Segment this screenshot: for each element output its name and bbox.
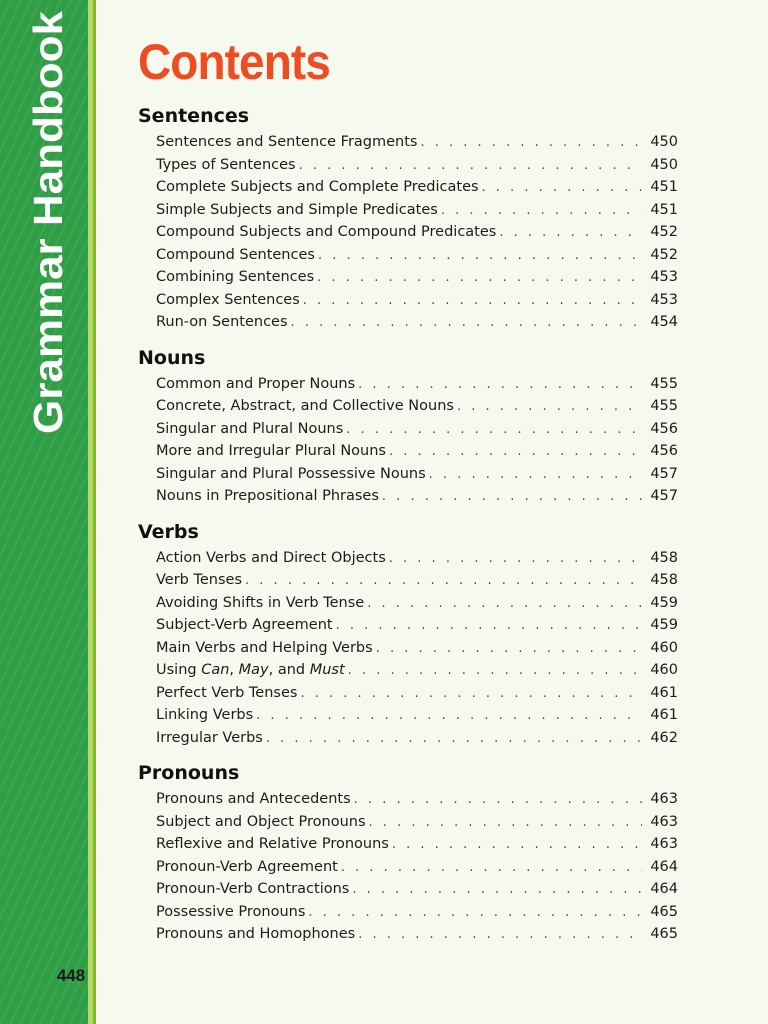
toc-entry-page: 461 <box>650 684 678 701</box>
dot-leader <box>358 374 642 397</box>
entry-list <box>138 547 678 750</box>
toc-entry <box>138 485 678 508</box>
toc-entry <box>138 592 678 615</box>
toc-entry-page: 455 <box>650 375 678 392</box>
toc-entry-page: 453 <box>650 291 678 308</box>
toc-entry <box>138 682 678 705</box>
toc-entry <box>138 289 678 312</box>
toc-entry-page: 455 <box>650 398 678 414</box>
toc-entry-page: 456 <box>650 443 678 459</box>
toc-entry <box>138 569 678 592</box>
entry-list <box>138 373 678 508</box>
dot-leader <box>303 290 642 313</box>
toc-entry-title: Compound Sentences <box>156 246 315 263</box>
dot-leader <box>266 728 642 751</box>
dot-leader <box>382 486 642 509</box>
section-heading: Sentences <box>138 105 250 127</box>
dot-leader <box>389 441 642 464</box>
dot-leader <box>308 902 642 925</box>
toc-entry-page: 450 <box>650 134 678 150</box>
toc-entry <box>138 878 678 901</box>
toc-entry-page: 456 <box>650 420 678 437</box>
toc-entry-title: Possessive Pronouns <box>156 903 306 920</box>
toc-entry <box>138 659 678 682</box>
toc-entry-page: 452 <box>650 246 678 263</box>
toc-entry-page: 457 <box>650 465 678 482</box>
toc-entry <box>138 727 678 750</box>
side-strip-edge <box>93 0 96 1024</box>
dot-leader <box>499 222 642 245</box>
toc-entry-page: 450 <box>650 156 678 173</box>
toc-entry-title: Verb Tenses <box>156 572 243 588</box>
toc-entry-title: Irregular Verbs <box>156 729 263 746</box>
toc-entry <box>138 131 678 154</box>
toc-entry-title: Singular and Plural Nouns <box>156 420 344 437</box>
toc-entry-page: 452 <box>650 224 678 240</box>
toc-entry <box>138 154 678 177</box>
toc-entry-page: 451 <box>650 201 678 218</box>
section-pronouns <box>138 758 678 946</box>
dot-leader <box>457 396 642 419</box>
entry-list <box>138 788 678 946</box>
toc-entry-page: 454 <box>650 314 678 330</box>
toc-entry-page: 458 <box>650 572 678 588</box>
dot-leader <box>336 615 642 638</box>
toc-entry <box>138 266 678 289</box>
toc-entry-page: 464 <box>650 881 678 897</box>
dot-leader <box>367 593 642 616</box>
toc-entry-page: 460 <box>650 662 678 678</box>
section-nouns <box>138 343 678 508</box>
page-number: 448 <box>56 966 86 985</box>
toc-entry <box>138 440 678 463</box>
toc-entry-title: Singular and Plural Possessive Nouns <box>156 465 426 482</box>
toc-entry-title: Complete Subjects and Complete Predicates <box>156 179 479 195</box>
toc-entry <box>138 901 678 924</box>
toc-entry-title: Concrete, Abstract, and Collective Nouns <box>156 398 454 414</box>
section-heading: Pronouns <box>138 762 240 784</box>
toc-entry-title: Types of Sentences <box>156 156 296 173</box>
toc-entry-title: Nouns in Prepositional Phrases <box>156 488 379 504</box>
dot-leader <box>482 177 642 200</box>
toc-entry-title: Perfect Verb Tenses <box>156 684 298 701</box>
dot-leader <box>299 155 642 178</box>
toc-entry-title: Action Verbs and Direct Objects <box>156 549 386 566</box>
toc-entry-title: Subject and Object Pronouns <box>156 813 366 830</box>
dot-leader <box>420 132 642 155</box>
toc-entry <box>138 547 678 570</box>
section-heading: Nouns <box>138 346 206 369</box>
toc-entry <box>138 704 678 727</box>
dot-leader <box>300 683 642 706</box>
dot-leader <box>392 834 642 857</box>
dot-leader <box>256 705 642 728</box>
toc-entry-title: Common and Proper Nouns <box>156 375 356 392</box>
page-title: Contents <box>138 34 330 90</box>
toc-entry-page: 459 <box>650 617 678 633</box>
toc-entry-title: Reflexive and Relative Pronouns <box>156 836 389 852</box>
toc-entry <box>138 788 678 811</box>
toc-entry <box>138 176 678 199</box>
dot-leader <box>441 200 642 223</box>
toc-entry <box>138 221 678 244</box>
dot-leader <box>341 857 642 880</box>
toc-entry-page: 451 <box>650 179 678 195</box>
toc-entry-title: Pronouns and Homophones <box>156 926 356 942</box>
toc-entry-title: More and Irregular Plural Nouns <box>156 443 386 459</box>
toc-entry-title: Main Verbs and Helping Verbs <box>156 639 373 656</box>
dot-leader <box>354 789 642 812</box>
handbook-side-title: Grammar Handbook <box>25 11 72 434</box>
dot-leader <box>369 812 642 835</box>
toc-entry-page: 457 <box>650 488 678 504</box>
toc-entry <box>138 637 678 660</box>
toc-entry-page: 453 <box>650 269 678 285</box>
toc-entry <box>138 199 678 222</box>
toc-entry-title: Run-on Sentences <box>156 314 288 330</box>
section-verbs <box>138 517 678 750</box>
toc-entry-page: 463 <box>650 836 678 852</box>
toc-entry <box>138 418 678 441</box>
toc-entry-page: 463 <box>650 813 678 830</box>
toc-entry-title: Avoiding Shifts in Verb Tense <box>156 594 365 611</box>
toc-entry-page: 463 <box>650 791 678 807</box>
toc-entry-title: Simple Subjects and Simple Predicates <box>156 201 438 218</box>
toc-entry-page: 458 <box>650 549 678 566</box>
toc-entry-title: Pronoun-Verb Contractions <box>156 881 350 897</box>
dot-leader <box>429 464 642 487</box>
toc-entry <box>138 856 678 879</box>
toc-entry-page: 459 <box>650 594 678 611</box>
toc-entry <box>138 244 678 267</box>
toc-entry <box>138 614 678 637</box>
dot-leader <box>291 312 642 335</box>
dot-leader <box>389 548 642 571</box>
toc-entry-title: Complex Sentences <box>156 291 300 308</box>
toc-entry-page: 465 <box>650 903 678 920</box>
entry-list <box>138 131 678 334</box>
dot-leader <box>245 570 642 593</box>
toc-entry-title: Subject-Verb Agreement <box>156 617 333 633</box>
toc-entry-title: Using Can, May, and Must <box>156 662 345 678</box>
toc-entry-title: Sentences and Sentence Fragments <box>156 134 418 150</box>
toc-entry-page: 461 <box>650 707 678 723</box>
toc-entry <box>138 463 678 486</box>
toc-entry-page: 460 <box>650 639 678 656</box>
toc-entry-page: 464 <box>650 858 678 875</box>
dot-leader <box>346 419 642 442</box>
dot-leader <box>376 638 642 661</box>
toc-entry-title: Compound Subjects and Compound Predicates <box>156 224 497 240</box>
toc-entry <box>138 811 678 834</box>
dot-leader <box>317 267 642 290</box>
section-heading: Verbs <box>138 520 199 543</box>
toc-entry <box>138 311 678 334</box>
toc-entry <box>138 833 678 856</box>
toc-entry-page: 465 <box>650 926 678 942</box>
dot-leader <box>358 924 642 947</box>
toc-entry <box>138 373 678 396</box>
contents-sections <box>138 101 678 955</box>
section-sentences <box>138 101 678 334</box>
toc-entry-title: Combining Sentences <box>156 269 315 285</box>
toc-entry-title: Pronoun-Verb Agreement <box>156 858 338 875</box>
dot-leader <box>352 879 642 902</box>
toc-entry-page: 462 <box>650 729 678 746</box>
toc-entry-title: Linking Verbs <box>156 707 254 723</box>
dot-leader <box>318 245 642 268</box>
dot-leader <box>348 660 642 683</box>
toc-entry <box>138 395 678 418</box>
toc-entry <box>138 923 678 946</box>
toc-entry-title: Pronouns and Antecedents <box>156 791 351 807</box>
